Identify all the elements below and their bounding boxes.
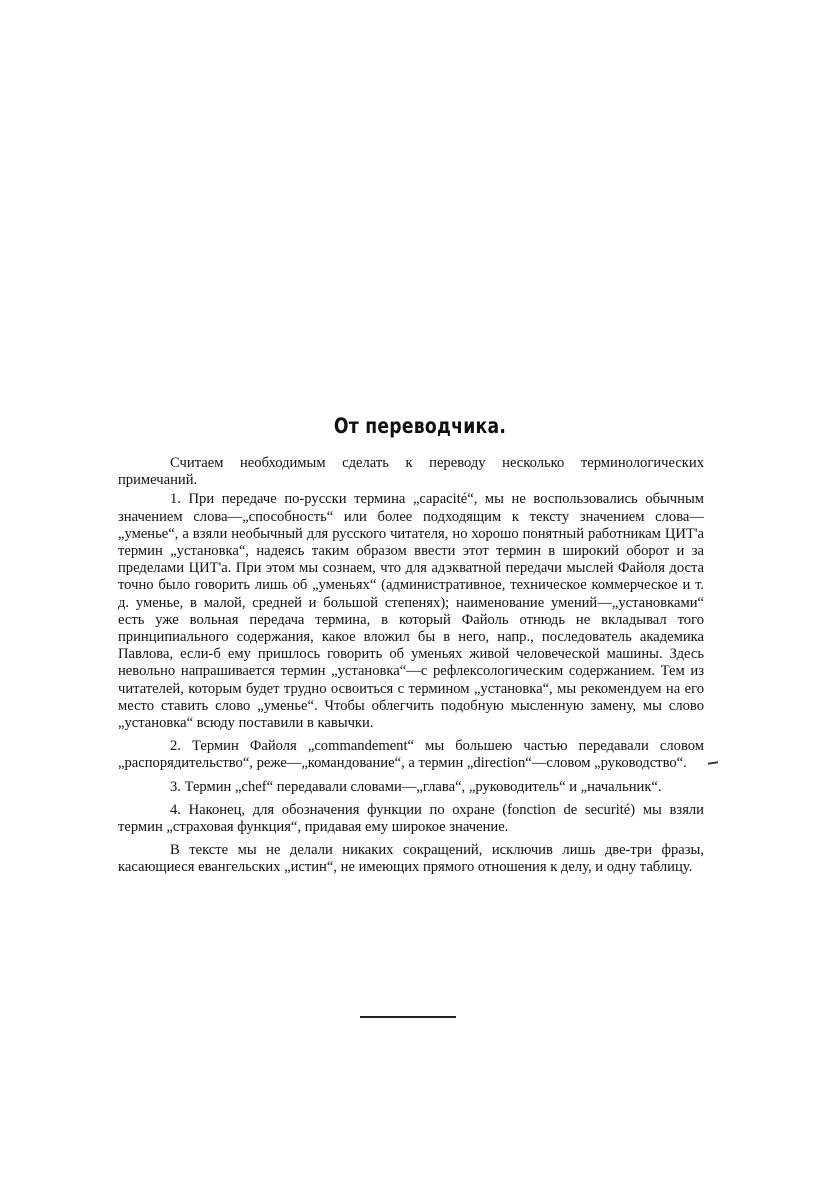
paragraph-closing: В тексте мы не делали никаких сокращений, исключив лишь две-три фразы, касающиеся евангельских „истин“, не имеющих прямого отношения к делу, и одну таблицу.	[118, 842, 704, 876]
paragraph-intro: Считаем необходимым сделать к переводу несколько терминологических примечаний.	[118, 455, 704, 489]
body-text	[118, 455, 704, 879]
paragraph-note-3: 3. Термин „chef“ передавали словами—„глава“, „руководитель“ и „начальник“.	[170, 778, 662, 795]
page-title: От переводчика.	[333, 414, 507, 438]
margin-mark	[708, 761, 718, 764]
paragraph-note-2: 2. Термин Файоля „commandement“ мы большею частью передавали словом „распорядительство“, реже—„командование“, а термин „direction“—словом „руководство“.	[118, 738, 704, 772]
paragraph-note-1: 1. При передаче по-русски термина „capacité“, мы не воспользовались обычным значением слова—„способность“ или более подходящим к тексту значением слова—„уменье“, а взяли необычный для русского читателя, но хорошо понятный работникам ЦИТ'а термин „установка“, надеясь таким образом ввести этот термин в широкий оборот и за пределами ЦИТ'а. При этом мы сознаем, что для адэкватной передачи мыслей Файоля доста точно было говорить лишь об „уменьях“ (административное, техническое коммерческое и т. д. уменье, в малой, средней и большой степенях); наименование умений—„установками“ есть уже вольная передача термина, в который Файоль отнюдь не вкладывал того принципиального содержания, какое вложил бы в него, напр., последователь академика Павлова, если-б ему пришлось говорить об уменьях живой человеческой машины. Здесь невольно напрашивается термин „установка“—с рефлексологическим содержанием. Тем из читателей, которым будет трудно освоиться с термином „установка“, мы рекомендуем на его место ставить слово „уменье“. Чтобы облегчить подобную мысленную замену, мы слово „установка“ всюду поставили в кавычки.	[118, 491, 704, 732]
end-rule-divider	[360, 1016, 456, 1018]
paragraph-note-4: 4. Наконец, для обозначения функции по охране (fonction de securité) мы взяли термин „страховая функция“, придавая ему широкое значение.	[118, 801, 704, 836]
